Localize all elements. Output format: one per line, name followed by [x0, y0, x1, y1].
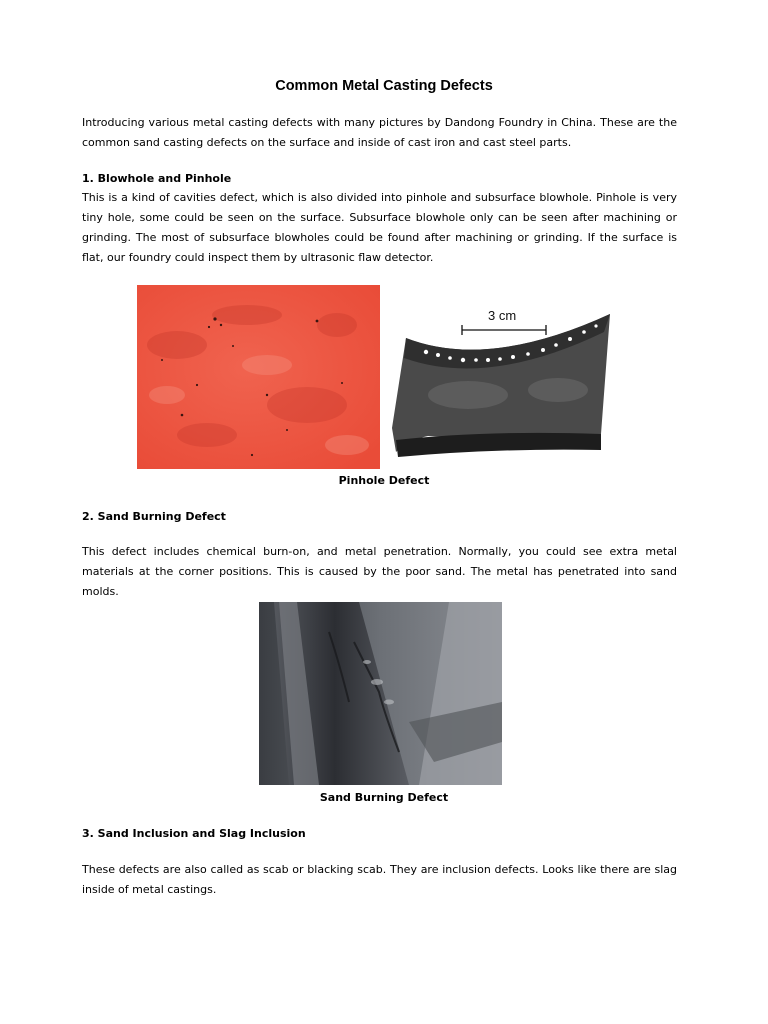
- intro-paragraph: Introducing various metal casting defects with many pictures by Dandong Foundry in China. These are the common sand casting defects on the surface and inside of cast iron and cast steel parts.: [82, 116, 677, 149]
- figure-caption-sand-burning: Sand Burning Defect: [319, 791, 449, 804]
- pinhole-surface-photo: [137, 285, 380, 469]
- sand-burning-photo: [259, 602, 502, 785]
- section-body-blowhole: This is a kind of cavities defect, which is also divided into pinhole and subsurface blowhole. Pinhole is very tiny hole, some could be seen on the surface. Subsurface blowhole only can be seen after machining or grinding. The most of subsurface blowholes could be found after machining or grinding. If the surface is flat, our foundry could inspect them by ultrasonic flaw detector.: [82, 191, 677, 264]
- section-heading-sand-burning: 2. Sand Burning Defect: [82, 510, 226, 523]
- page-title: Common Metal Casting Defects: [275, 78, 493, 94]
- section-body-sand-inclusion: These defects are also called as scab or blacking scab. They are inclusion defects. Looks like there are slag inside of metal castings.: [82, 863, 677, 896]
- blowhole-cross-section-photo: [388, 300, 616, 457]
- figure-caption-pinhole: Pinhole Defect: [338, 474, 430, 487]
- section-body-sand-burning: This defect includes chemical burn-on, and metal penetration. Normally, you could see extra metal materials at the corner positions. This is caused by the poor sand. The metal has penetrated into sand molds.: [82, 545, 677, 598]
- scale-bar-label: 3 cm: [488, 308, 517, 323]
- section-heading-sand-inclusion: 3. Sand Inclusion and Slag Inclusion: [82, 827, 306, 840]
- section-heading-blowhole: 1. Blowhole and Pinhole: [82, 172, 232, 185]
